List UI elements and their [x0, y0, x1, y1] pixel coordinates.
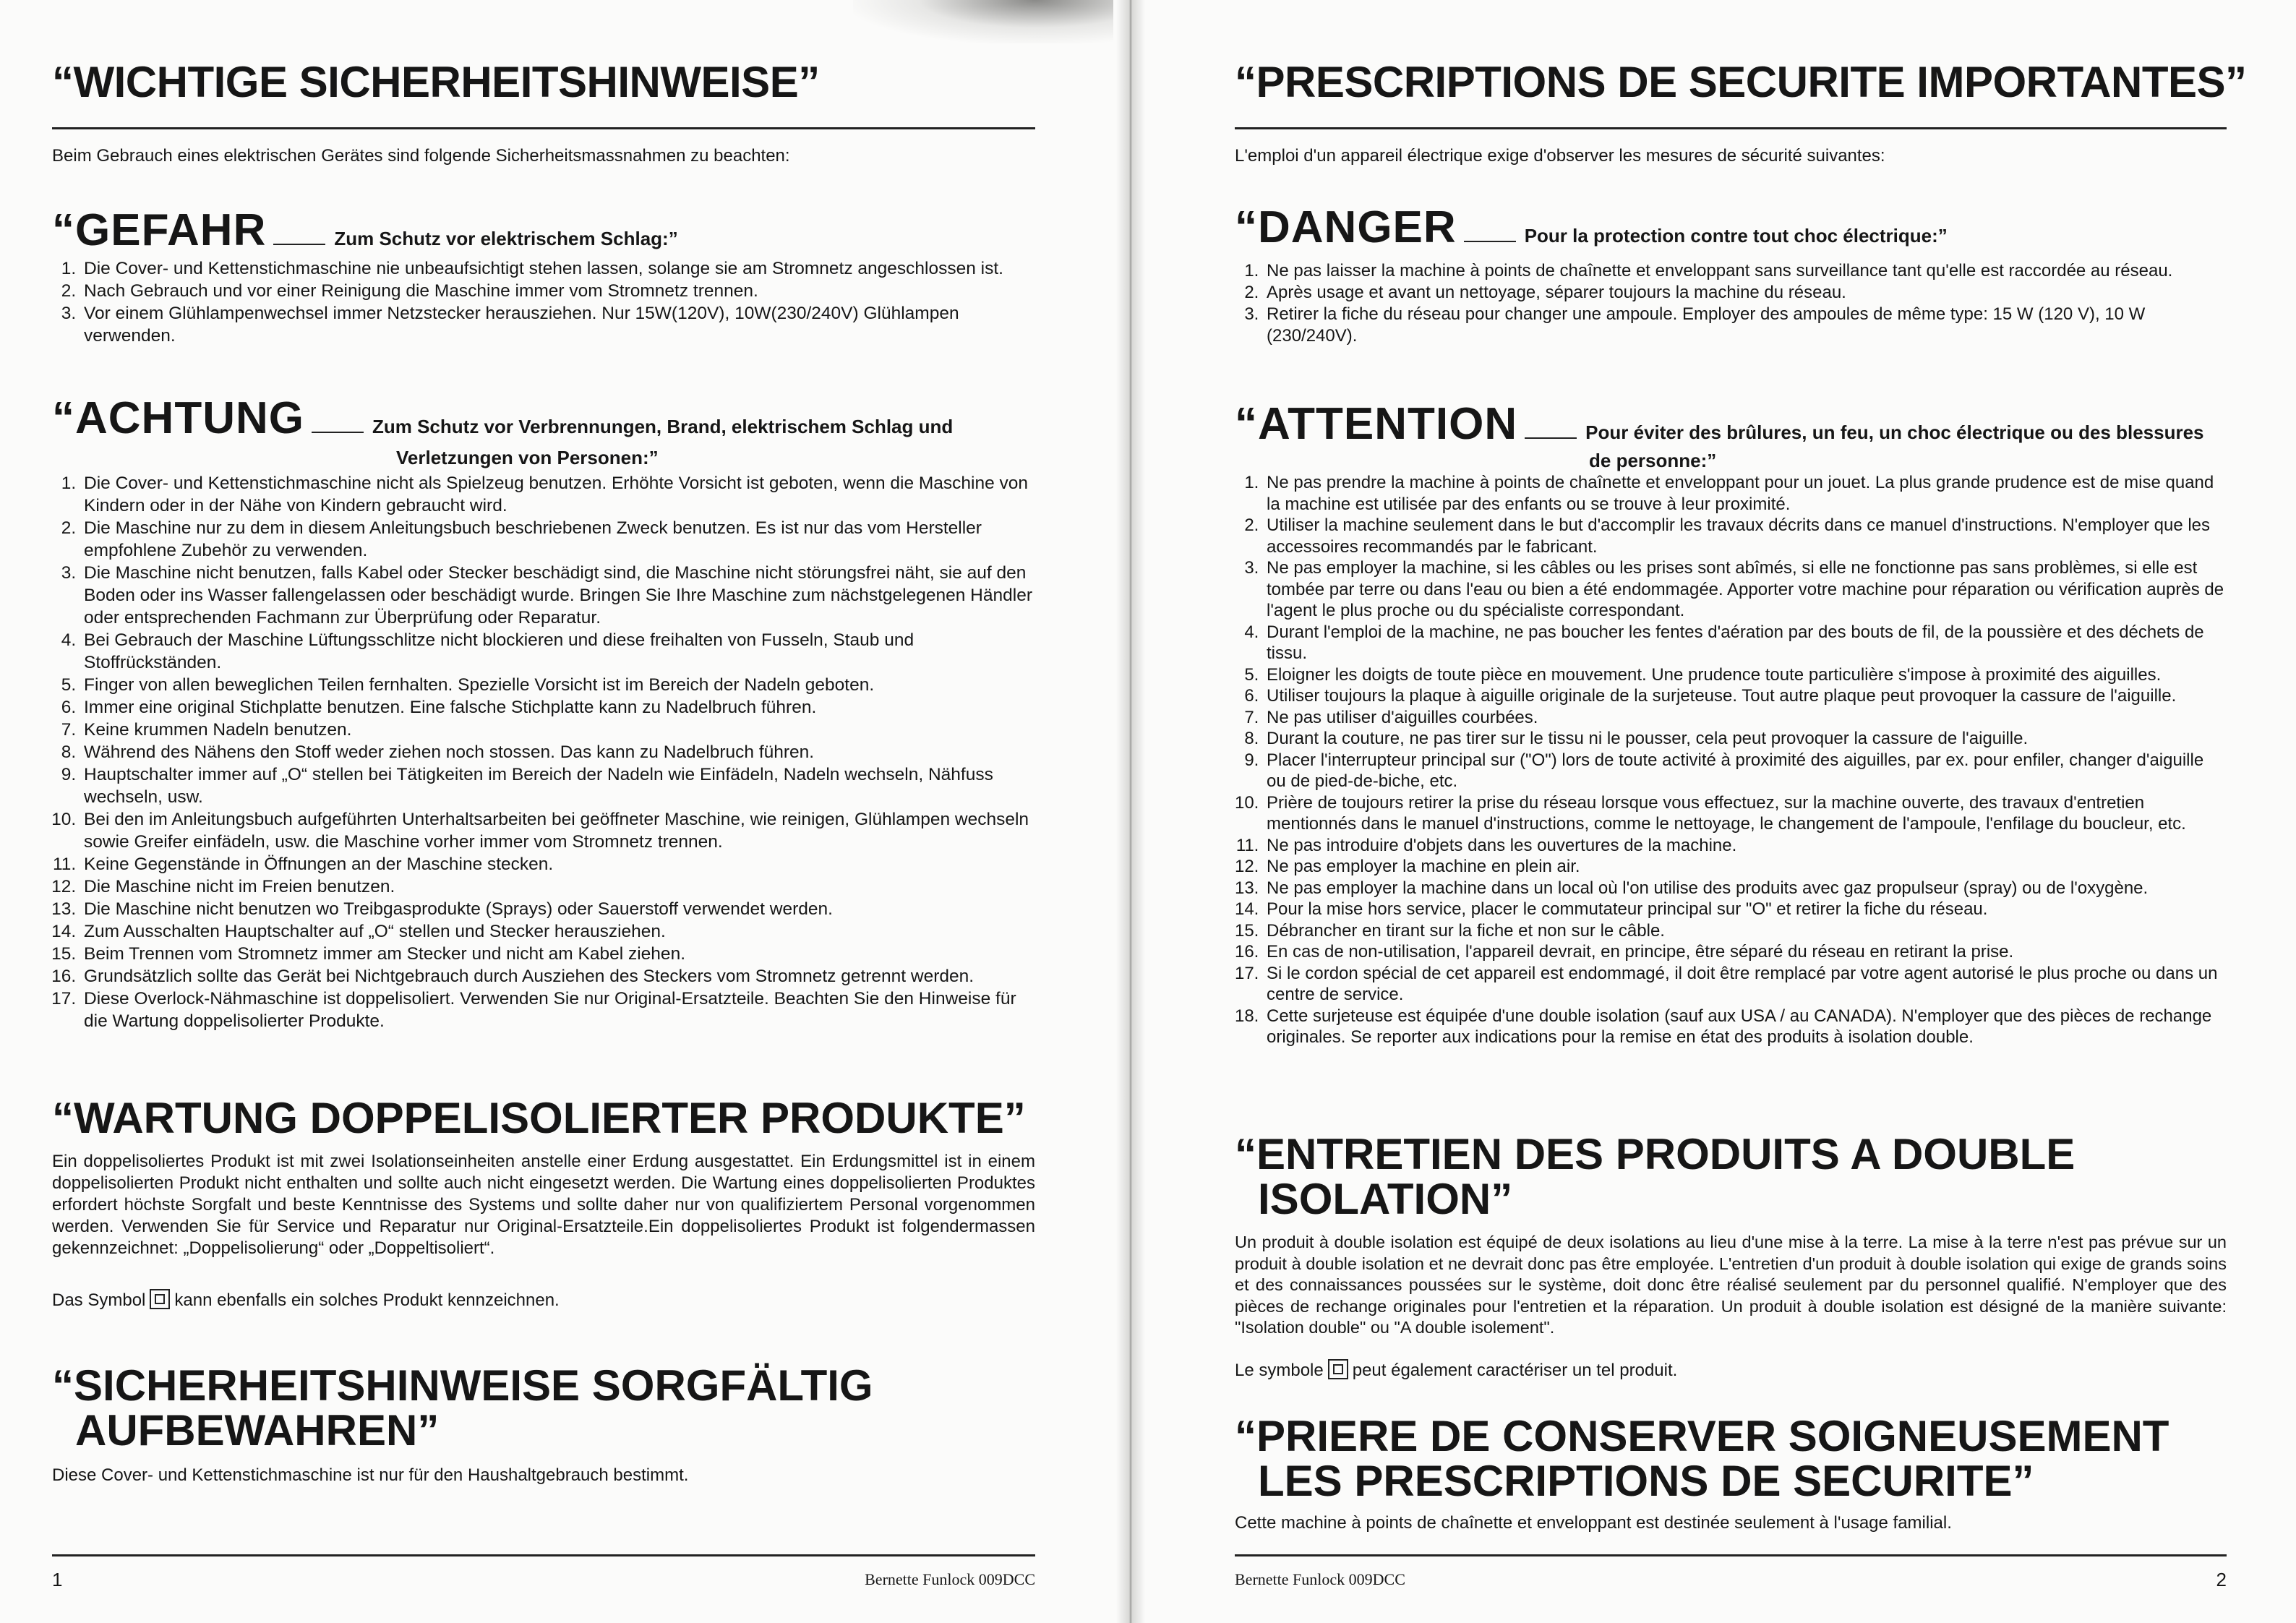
caution-subtitle: Pour éviter des brûlures, un feu, un choc électrique ou des blessures	[1585, 421, 2204, 443]
keep-title-line2: LES PRESCRIPTIONS DE SECURITE”	[1258, 1457, 2034, 1505]
list-item: 10. Bei den im Anleitungsbuch aufgeführten Unterhaltsarbeiten bei geöffneter Maschine, wie reinigen, Glühlampen wechseln sowie Greifer einfädeln, usw. die Maschine vorher immer vom Stromnetz trennen.	[81, 808, 1035, 853]
double-insulation-symbol-icon	[1328, 1359, 1348, 1379]
keep-text: Diese Cover- und Kettenstichmaschine ist nur für den Haushaltgebrauch bestimmt.	[52, 1465, 689, 1485]
list-item: 1. Ne pas laisser la machine à points de chaînette et enveloppant sans surveillance tant qu'elle est raccordée au réseau.	[1264, 260, 2227, 282]
list-item: 11. Ne pas introduire d'objets dans les ouvertures de la machine.	[1264, 835, 2227, 857]
symbol-line	[1235, 1359, 1677, 1382]
symbol-text-after: peut également caractériser un tel produit.	[1352, 1361, 1678, 1380]
list-item: 13. Ne pas employer la machine dans un local où l'on utilise des produits avec gaz propulseur (spray) ou de l'oxygène.	[1264, 878, 2227, 899]
left-page	[0, 0, 1125, 1623]
list-item: 9. Hauptschalter immer auf „O“ stellen bei Tätigkeiten im Bereich der Nadeln wie Einfädeln, Nadeln wechseln, Nähfuss wechseln, usw.	[81, 763, 1035, 808]
danger-word: “GEFAHR	[52, 205, 267, 255]
list-item: 5. Eloigner les doigts de toute pièce en mouvement. Une prudence toute particulière s'impose à proximité des aiguilles.	[1264, 664, 2227, 686]
list-item: 2. Utiliser la machine seulement dans le but d'accomplir les travaux décrits dans ce manuel d'instructions. N'employer que les accessoires recommandés par le fabricant.	[1264, 515, 2227, 557]
caution-heading	[52, 393, 954, 443]
danger-heading	[52, 205, 678, 255]
danger-heading	[1235, 202, 1948, 252]
danger-subtitle: Pour la protection contre tout choc électrique:”	[1524, 225, 1948, 247]
symbol-text-before: Das Symbol	[52, 1290, 146, 1310]
list-item: 16. Grundsätzlich sollte das Gerät bei Nichtgebrauch durch Ausziehen des Steckers vom Stromnetz getrennt werden.	[81, 965, 1035, 988]
list-item: 4. Durant l'emploi de la machine, ne pas boucher les fentes d'aération par des bouts de fil, de la poussière et des déchets de tissu.	[1264, 622, 2227, 664]
symbol-text-before: Le symbole	[1235, 1361, 1324, 1380]
list-item: 13. Die Maschine nicht benutzen wo Treibgasprodukte (Sprays) oder Sauerstoff verwendet werden.	[81, 898, 1035, 920]
model-name: Bernette Funlock 009DCC	[1235, 1570, 1405, 1588]
maintenance-title-line1: “ENTRETIEN DES PRODUITS A DOUBLE	[1235, 1130, 2076, 1178]
keep-text: Cette machine à points de chaînette et enveloppant est destinée seulement à l'usage familial.	[1235, 1513, 1952, 1533]
page-title: “WICHTIGE SICHERHEITSHINWEISE”	[52, 58, 820, 106]
list-item: 9. Placer l'interrupteur principal sur ("O") lors de toute activité à proximité des aiguilles, par ex. pour enfiler, changer d'aiguille ou de pied-de-biche, etc.	[1264, 750, 2227, 792]
list-item: 6. Utiliser toujours la plaque à aiguille originale de la surjeteuse. Tout autre plaque peut provoquer la cassure de l'aiguille.	[1264, 685, 2227, 707]
danger-list	[1235, 260, 2227, 347]
list-item: 17. Si le cordon spécial de cet appareil est endommagé, il doit être remplacé par votre agent autorisé le plus proche ou dans un centre de service.	[1264, 963, 2227, 1006]
list-item: 15. Beim Trennen vom Stromnetz immer am Stecker und nicht am Kabel ziehen.	[81, 943, 1035, 965]
maintenance-title: “WARTUNG DOPPELISOLIERTER PRODUKTE”	[52, 1094, 1026, 1142]
list-item: 1. Die Cover- und Kettenstichmaschine nie unbeaufsichtigt stehen lassen, solange sie am Stromnetz angeschlossen ist.	[81, 257, 1035, 280]
caution-subtitle-cont: Verletzungen von Personen:”	[396, 447, 659, 468]
symbol-text-after: kann ebenfalls ein solches Produkt kennzeichnen.	[174, 1290, 560, 1310]
intro-text: Beim Gebrauch eines elektrischen Gerätes sind folgende Sicherheitsmassnahmen zu beachten:	[52, 146, 790, 166]
list-item: 8. Während des Nähens den Stoff weder ziehen noch stossen. Das kann zu Nadelbruch führen.	[81, 741, 1035, 763]
list-item: 17. Diese Overlock-Nähmaschine ist doppelisoliert. Verwenden Sie nur Original-Ersatzteile. Beachten Sie den Hinweise für die Wartung doppelisolierter Produkte.	[81, 988, 1035, 1032]
maintenance-title-line2: ISOLATION”	[1258, 1175, 1513, 1223]
list-item: 15. Débrancher en tirant sur la fiche et non sur le câble.	[1264, 920, 2227, 942]
list-item: 14. Pour la mise hors service, placer le commutateur principal sur "O" et retirer la fiche du réseau.	[1264, 899, 2227, 920]
caution-word: “ATTENTION	[1235, 399, 1518, 449]
list-item: 1. Ne pas prendre la machine à points de chaînette et enveloppant pour un jouet. La plus grande prudence est de mise quand la machine est utilisée par des enfants ou se trouve à leur proximité.	[1264, 472, 2227, 515]
heading-dash	[1464, 241, 1516, 242]
list-item: 2. Nach Gebrauch und vor einer Reinigung die Maschine immer vom Stromnetz trennen.	[81, 280, 1035, 302]
page-title: “PRESCRIPTIONS DE SECURITE IMPORTANTES”	[1235, 58, 2247, 106]
maintenance-text: Ein doppelisoliertes Produkt ist mit zwei Isolationseinheiten anstelle einer Erdung ausgestattet. Ein Erdungsmittel ist in einem doppelisolierten Produkt nicht enthalten und sollte auch nicht eingesetzt werden. Die Wartung eines doppelisolierten Produktes erfordert höchste Sorgfalt und beste Kenntnisse des Systems und sollte daher nur von qualifiziertem Personal vorgenommen werden. Verwenden Sie für Service und Reparatur nur Original-Ersatzteile.Ein doppelisoliertes Produkt ist folgendermassen gekennzeichnet: „Doppelisolierung“ oder „Doppeltisoliert“.	[52, 1152, 1035, 1258]
page-number: 1	[52, 1569, 63, 1590]
caution-list	[52, 472, 1035, 1032]
footer-rule	[1235, 1554, 2227, 1556]
keep-title-line1: “SICHERHEITSHINWEISE SORGFÄLTIG	[52, 1361, 873, 1410]
title-rule	[52, 127, 1035, 129]
list-item: 12. Ne pas employer la machine en plein air.	[1264, 856, 2227, 878]
model-name: Bernette Funlock 009DCC	[865, 1570, 1035, 1588]
caution-subtitle: Zum Schutz vor Verbrennungen, Brand, elektrischem Schlag und	[372, 416, 954, 437]
list-item: 7. Keine krummen Nadeln benutzen.	[81, 719, 1035, 741]
footer-rule	[52, 1554, 1035, 1556]
caution-subtitle-cont: de personne:”	[1589, 450, 1717, 471]
list-item: 11. Keine Gegenstände in Öffnungen an der Maschine stecken.	[81, 853, 1035, 875]
heading-dash	[273, 244, 325, 245]
intro-text: L'emploi d'un appareil électrique exige d'observer les mesures de sécurité suivantes:	[1235, 146, 1885, 166]
keep-title-line2: AUFBEWAHREN”	[75, 1406, 440, 1455]
keep-title	[1235, 1414, 2169, 1504]
list-item: 1. Die Cover- und Kettenstichmaschine nicht als Spielzeug benutzen. Erhöhte Vorsicht ist geboten, wenn die Maschine von Kindern oder in der Nähe von Kindern gebraucht wird.	[81, 472, 1035, 517]
list-item: 16. En cas de non-utilisation, l'appareil devrait, en principe, être séparé du réseau en retirant la prise.	[1264, 941, 2227, 963]
list-item: 2. Après usage et avant un nettoyage, séparer toujours la machine du réseau.	[1264, 282, 2227, 304]
keep-title-line1: “PRIERE DE CONSERVER SOIGNEUSEMENT	[1235, 1412, 2169, 1460]
list-item: 18. Cette surjeteuse est équipée d'une double isolation (sauf aux USA / au CANADA). N'employer que des pièces de rechange originales. Se reporter aux indications pour la remise en état des produits à isolation double.	[1264, 1006, 2227, 1048]
danger-word: “DANGER	[1235, 202, 1457, 252]
page-number: 2	[2216, 1569, 2227, 1590]
double-insulation-symbol-icon	[150, 1289, 170, 1309]
symbol-line	[52, 1289, 560, 1311]
caution-word: “ACHTUNG	[52, 393, 304, 443]
maintenance-title	[1235, 1132, 2075, 1222]
list-item: 3. Die Maschine nicht benutzen, falls Kabel oder Stecker beschädigt sind, die Maschine nicht störungsfrei näht, sie auf den Boden oder ins Wasser fallengelassen oder beschädigt wurde. Bringen Sie Ihre Maschine zum nächstgelegenen Händler oder entsprechenden Fachmann zur Überprüfung oder Reparatur.	[81, 562, 1035, 629]
maintenance-text: Un produit à double isolation est équipé de deux isolations au lieu d'une mise à la terre. La mise à la terre n'est pas prévue sur un produit à double isolation et ne devrait donc pas être employée. L'entretien d'un produit à double isolation qui exige de grands soins et des connaissances poussées sur le système, doit donc être réalisé seulement par du personnel qualifié. N'employer que des pièces de rechange originales pour l'entretien et la réparation. Un produit à double isolation est désigné de la manière suivante: "Isolation double" ou "A double isolement".	[1235, 1233, 2227, 1337]
list-item: 12. Die Maschine nicht im Freien benutzen.	[81, 875, 1035, 898]
caution-heading	[1235, 399, 2204, 449]
danger-list	[52, 257, 1035, 347]
title-rule	[1235, 127, 2227, 129]
list-item: 10. Prière de toujours retirer la prise du réseau lorsque vous effectuez, sur la machine ouverte, des travaux d'entretien mentionnés dans le manuel d'instructions, comme le nettoyage, le changement de l'ampoule, l'enfilage du boucleur, etc.	[1264, 792, 2227, 835]
keep-title	[52, 1363, 873, 1453]
list-item: 2. Die Maschine nur zu dem in diesem Anleitungsbuch beschriebenen Zweck benutzen. Es ist nur das vom Hersteller empfohlene Zubehör zu verwenden.	[81, 517, 1035, 562]
danger-subtitle: Zum Schutz vor elektrischem Schlag:”	[334, 228, 678, 249]
scan-shadow	[853, 0, 1113, 43]
list-item: 6. Immer eine original Stichplatte benutzen. Eine falsche Stichplatte kann zu Nadelbruch führen.	[81, 696, 1035, 719]
list-item: 4. Bei Gebrauch der Maschine Lüftungsschlitze nicht blockieren und diese freihalten von Fusseln, Staub und Stoffrückständen.	[81, 629, 1035, 674]
list-item: 3. Retirer la fiche du réseau pour changer une ampoule. Employer des ampoules de même type: 15 W (120 V), 10 W (230/240V).	[1264, 304, 2227, 347]
book-gutter	[1116, 0, 1145, 1623]
heading-dash	[1525, 437, 1577, 439]
caution-list	[1235, 472, 2227, 1048]
list-item: 8. Durant la couture, ne pas tirer sur le tissu ni le pousser, cela peut provoquer la cassure de l'aiguille.	[1264, 728, 2227, 750]
list-item: 7. Ne pas utiliser d'aiguilles courbées.	[1264, 707, 2227, 729]
list-item: 5. Finger von allen beweglichen Teilen fernhalten. Spezielle Vorsicht ist im Bereich der Nadeln geboten.	[81, 674, 1035, 696]
heading-dash	[312, 432, 364, 433]
right-page	[1134, 0, 2296, 1623]
list-item: 14. Zum Ausschalten Hauptschalter auf „O“ stellen und Stecker herausziehen.	[81, 920, 1035, 943]
list-item: 3. Ne pas employer la machine, si les câbles ou les prises sont abîmés, si elle ne fonctionne pas sans problèmes, si elle est tombée par terre ou dans l'eau ou bien a été endommagée. Apporter votre machine pour réparation ou vérification auprès de l'agent le plus proche ou du spécialiste correspondant.	[1264, 557, 2227, 622]
list-item: 3. Vor einem Glühlampenwechsel immer Netzstecker herausziehen. Nur 15W(120V), 10W(230/240V) Glühlampen verwenden.	[81, 302, 1035, 347]
